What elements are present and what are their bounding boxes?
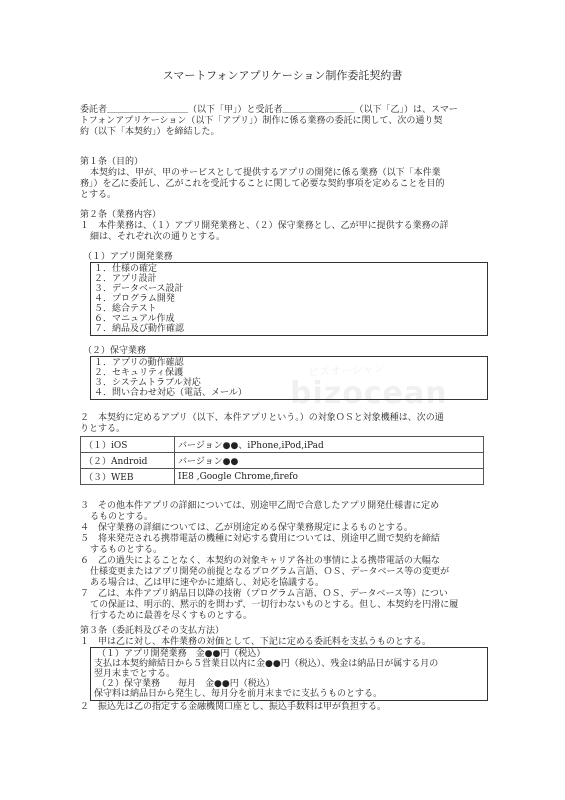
- article-2-para: ７ 乙は、本件アプリ納品日以降の技術（プログラム言語、ＯＳ、データベース等）につい: [80, 589, 448, 599]
- watermark-kana: ビズオーシャン: [307, 362, 385, 379]
- table-row: [81, 469, 484, 485]
- article-3-para: ２ 振込先は乙の指定する金融機関口座とし、振込手数料は甲が負担する。: [80, 702, 387, 712]
- article-2-para: ての保証は、明示的、黙示的を問わず、一切行わないものとする。但し、本契約を円滑に履: [90, 600, 459, 610]
- table-cell: （１）iOS: [81, 437, 175, 453]
- article-2-para: ５ 将来発売される携帯電話の機種に対応する費用については、別途甲乙間で契約を締結: [80, 534, 440, 544]
- table-cell: （２）Android: [81, 453, 175, 469]
- article-1-line: 務」）を乙に委託し、乙がこれを受託することに関して必要な契約事項を定めることを目的: [80, 179, 445, 189]
- article-2-para: ３ その他本件アプリの詳細については、別途甲乙間で合意したアプリ開発仕様書に定め: [80, 501, 440, 511]
- article-1-heading: 第１条（目的）: [80, 157, 144, 167]
- article-3-heading: 第３条（委託料及びその支払方法）: [80, 626, 225, 636]
- article-2-para: るものとする。: [90, 512, 154, 522]
- article-2-para: ６ 乙の過失によることなく、本契約の対象キャリア各社の事情による携帯電話の大幅な: [80, 556, 440, 566]
- article-2-para: ある場合は、乙は甲に速やかに連絡し、対応を協議する。: [90, 578, 325, 588]
- article-2-para: りとする。: [80, 424, 126, 434]
- table-cell: バージョン●●: [175, 453, 484, 469]
- table-cell: バージョン●●、iPhone,iPod,iPad: [175, 437, 484, 453]
- list-item: １．アプリの動作確認: [94, 358, 184, 368]
- dev-work-label: （１）アプリ開発業務: [83, 252, 173, 262]
- article-2-para: ２ 本契約に定めるアプリ（以下、本件アプリという。）の対象ＯＳと対象機種は、次の通: [80, 413, 444, 423]
- table-row: [81, 453, 484, 469]
- article-2-para: ４ 保守業務の詳細については、乙が別途定める保守業務規定によるものとする。: [80, 523, 413, 533]
- fee-box: [90, 647, 488, 701]
- watermark-latin: bizocean: [290, 376, 448, 411]
- article-2-para: 仕様変更またはアプリ開発の前提となるプログラム言語、ＯＳ、データベース等の変更が: [90, 567, 450, 577]
- article-2-para: 細は、それぞれ次の通りとする。: [90, 232, 226, 242]
- article-2-para: １ 本件業務は、（１）アプリ開発業務と、（２）保守業務とし、乙が甲に提供する業務の詳: [80, 221, 449, 231]
- list-item: ２．アプリ設計: [94, 274, 157, 284]
- list-item: ７．納品及び動作確認: [94, 324, 185, 334]
- intro-line: 約（以下「本契約」）を締結した。: [80, 127, 220, 137]
- table-cell: IE8 ,Google Chrome,firefo: [175, 469, 484, 485]
- article-2-para: するものとする。: [90, 545, 163, 555]
- list-item: ４．問い合わせ対応（電話、メール）: [94, 388, 247, 398]
- article-1-line: とする。: [80, 190, 117, 200]
- document-title: スマートフォンアプリケーション制作委託契約書: [162, 69, 403, 82]
- list-item: ２．セキュリティ保護: [94, 368, 184, 378]
- article-2-para: 行するために最善を尽くすものとする。: [90, 611, 253, 621]
- os-device-table: [80, 436, 484, 485]
- maintenance-label: （２）保守業務: [83, 346, 147, 356]
- article-3-para: １ 甲は乙に対し、本件業務の対価として、下記に定める委託料を支払うものとする。: [80, 637, 431, 647]
- list-item: ４．プログラム開発: [94, 294, 175, 304]
- fee-line: （１）アプリ開発業務 金●●円（税込）: [97, 649, 266, 659]
- article-2-heading: 第２条（業務内容）: [80, 210, 162, 220]
- fee-line: 翌月末までとする。: [94, 669, 176, 679]
- intro-line: トフォンアプリケーション（以下「アプリ」）制作に係る業務の委託に関して、次の通り契: [80, 116, 443, 126]
- fee-line: 支払は本契約締結日から５営業日以内に金●●円（税込）、残金は納品日が属する月の: [94, 659, 439, 669]
- list-item: ３．システムトラブル対応: [94, 378, 201, 388]
- fee-line: 保守料は納品日から発生し、毎月分を前月末までに支払うものとする。: [94, 689, 383, 699]
- list-item: １．仕様の確定: [94, 264, 158, 274]
- list-item: ３．データベース設計: [94, 284, 184, 294]
- table-cell: （３）WEB: [81, 469, 175, 485]
- table-row: [81, 437, 484, 453]
- list-item: ５．総合テスト: [94, 304, 157, 314]
- maintenance-box: [90, 356, 488, 400]
- list-item: ６．マニュアル作成: [94, 314, 175, 324]
- dev-work-box: [90, 262, 488, 336]
- fee-line: （２）保守業務 毎月 金●●円（税込）: [97, 679, 275, 689]
- intro-line: 委託者＿＿＿＿＿＿＿＿＿（以下「甲」）と受託者＿＿＿＿＿＿＿＿（以下「乙」）は、スマー: [80, 105, 458, 115]
- article-1-line: 本契約は、甲が、甲のサービスとして提供するアプリの開発に係る業務（以下「本件業: [90, 168, 441, 178]
